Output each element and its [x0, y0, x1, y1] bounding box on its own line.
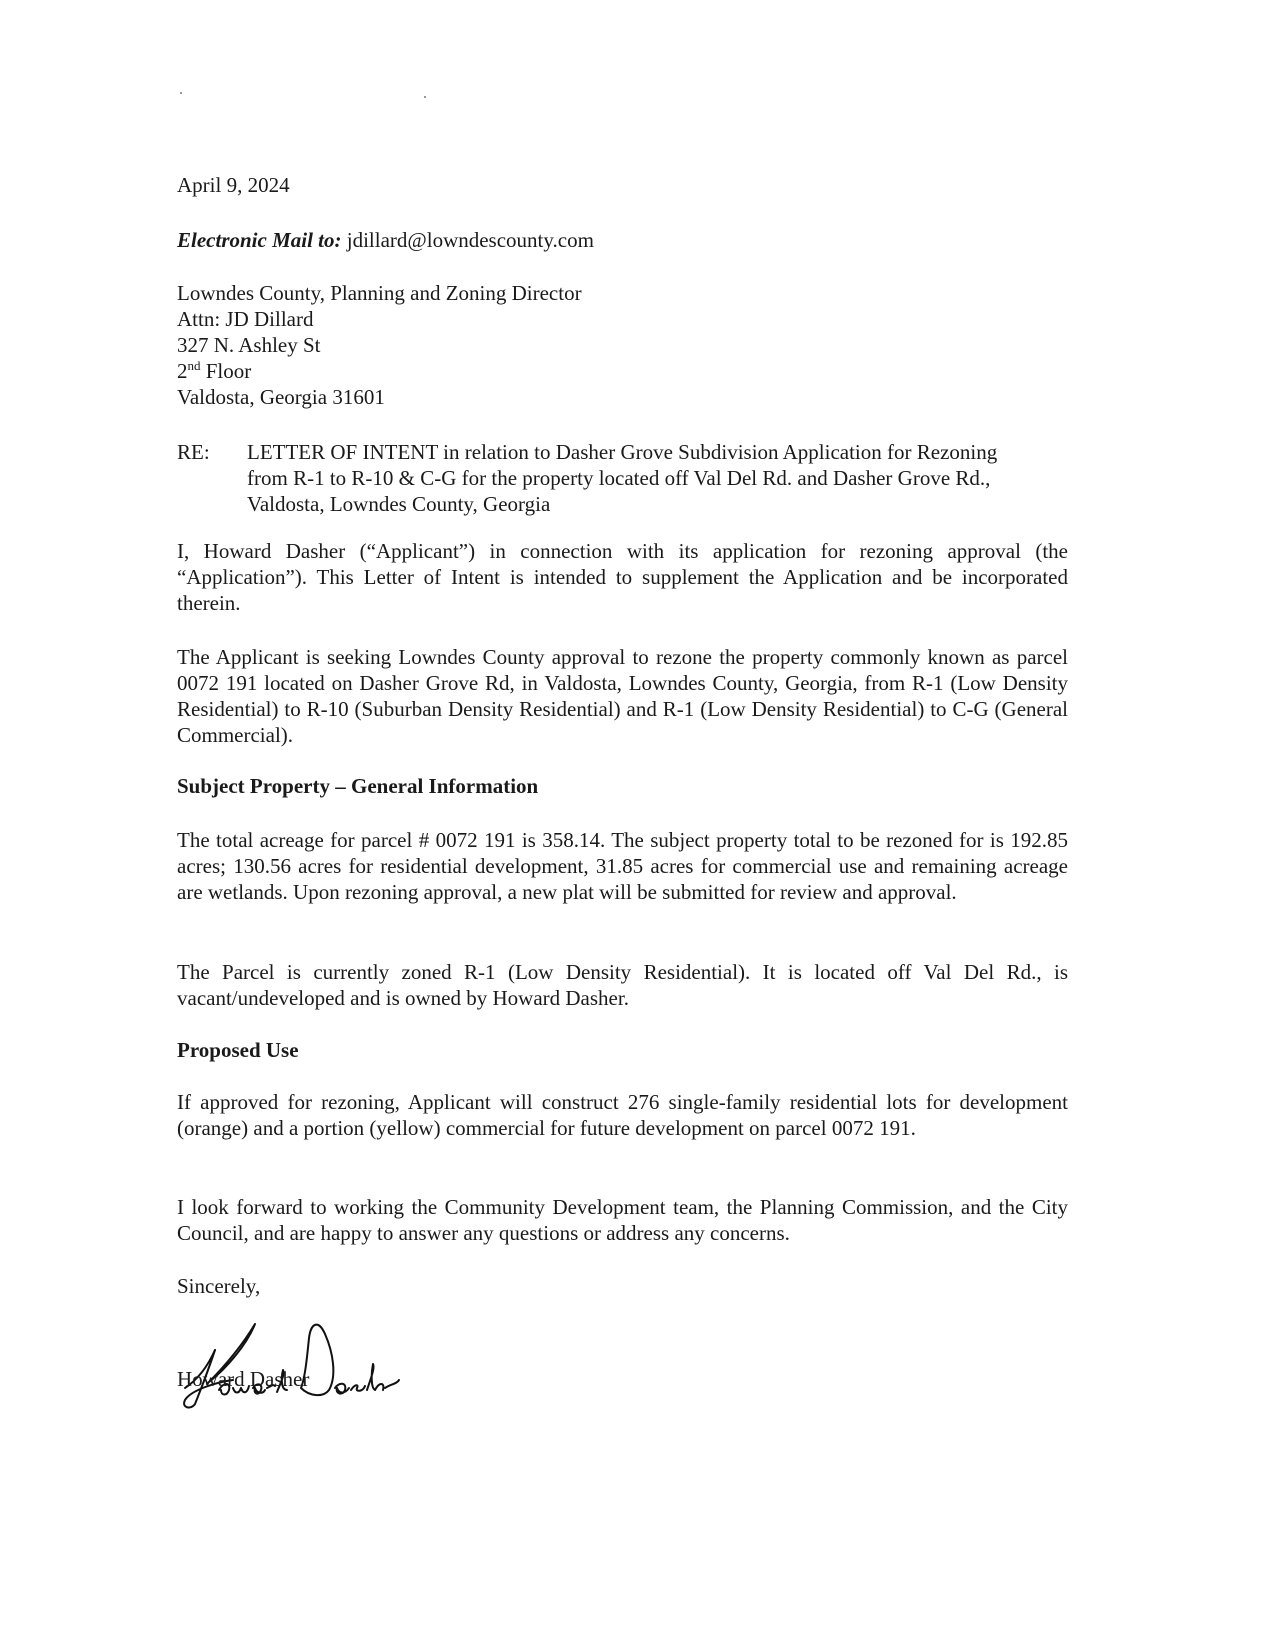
proposed-paragraph: If approved for rezoning, Applicant will construct 276 single-family residential lots for development (orange) and a portion (yellow) commercial for future development on parcel 0072 191.: [177, 1090, 1068, 1140]
email-label: Electronic Mail to:: [177, 228, 342, 252]
closing-paragraph: I look forward to working the Community Development team, the Planning Commission, and the City Council, and are happy to answer any questions or address any concerns.: [177, 1195, 1068, 1245]
email-line: [177, 227, 1068, 253]
seeking-paragraph: The Applicant is seeking Lowndes County approval to rezone the property commonly known as parcel 0072 191 located on Dasher Grove Rd, in Valdosta, Lowndes County, Georgia, from R-1 (Low Density Residential) to R-10 (Suburban Density Residential) and R-1 (Low Density Residential) to C-G (General Commercial).: [177, 645, 1068, 747]
zoning-paragraph: The Parcel is currently zoned R-1 (Low Density Residential). It is located off Val Del Rd., is vacant/undeveloped and is owned by Howard Dasher.: [177, 960, 1068, 1010]
recipient-attn: Attn: JD Dillard: [177, 307, 314, 331]
recipient-street: 327 N. Ashley St: [177, 333, 321, 357]
valediction: Sincerely,: [177, 1274, 261, 1298]
re-subject: [177, 439, 1068, 519]
scan-speck: [180, 92, 182, 94]
heading-subject-property: Subject Property – General Information: [177, 774, 539, 798]
re-label: RE:: [177, 440, 210, 464]
letter-date: [177, 172, 1068, 198]
scan-speck: [424, 96, 426, 98]
signer-name: Howard Dasher: [177, 1367, 310, 1391]
email-address: jdillard@lowndescounty.com: [346, 228, 594, 252]
date-text: April 9, 2024: [177, 173, 290, 197]
acreage-paragraph: The total acreage for parcel # 0072 191 is 358.14. The subject property total to be rezoned for is 192.85 acres; 130.56 acres for residential development, 31.85 acres for commercial use and remaining acreage are wetlands. Upon rezoning approval, a new plat will be submitted for review and approval.: [177, 828, 1068, 904]
heading-proposed-use: Proposed Use: [177, 1038, 299, 1062]
recipient-title: Lowndes County, Planning and Zoning Director: [177, 281, 582, 305]
recipient-city: Valdosta, Georgia 31601: [177, 385, 385, 409]
recipient-floor: 2nd Floor: [177, 358, 252, 383]
intro-paragraph: I, Howard Dasher (“Applicant”) in connection with its application for rezoning approval (the “Application”). This Letter of Intent is intended to supplement the Application and be incorporated therein.: [177, 539, 1068, 615]
re-text: LETTER OF INTENT in relation to Dasher Grove Subdivision Application for Rezoning from R-1 to R-10 & C-G for the property located off Val Del Rd. and Dasher Grove Rd., Valdosta, Lowndes County, Georgia: [247, 440, 998, 516]
recipient-address: [177, 280, 1068, 410]
